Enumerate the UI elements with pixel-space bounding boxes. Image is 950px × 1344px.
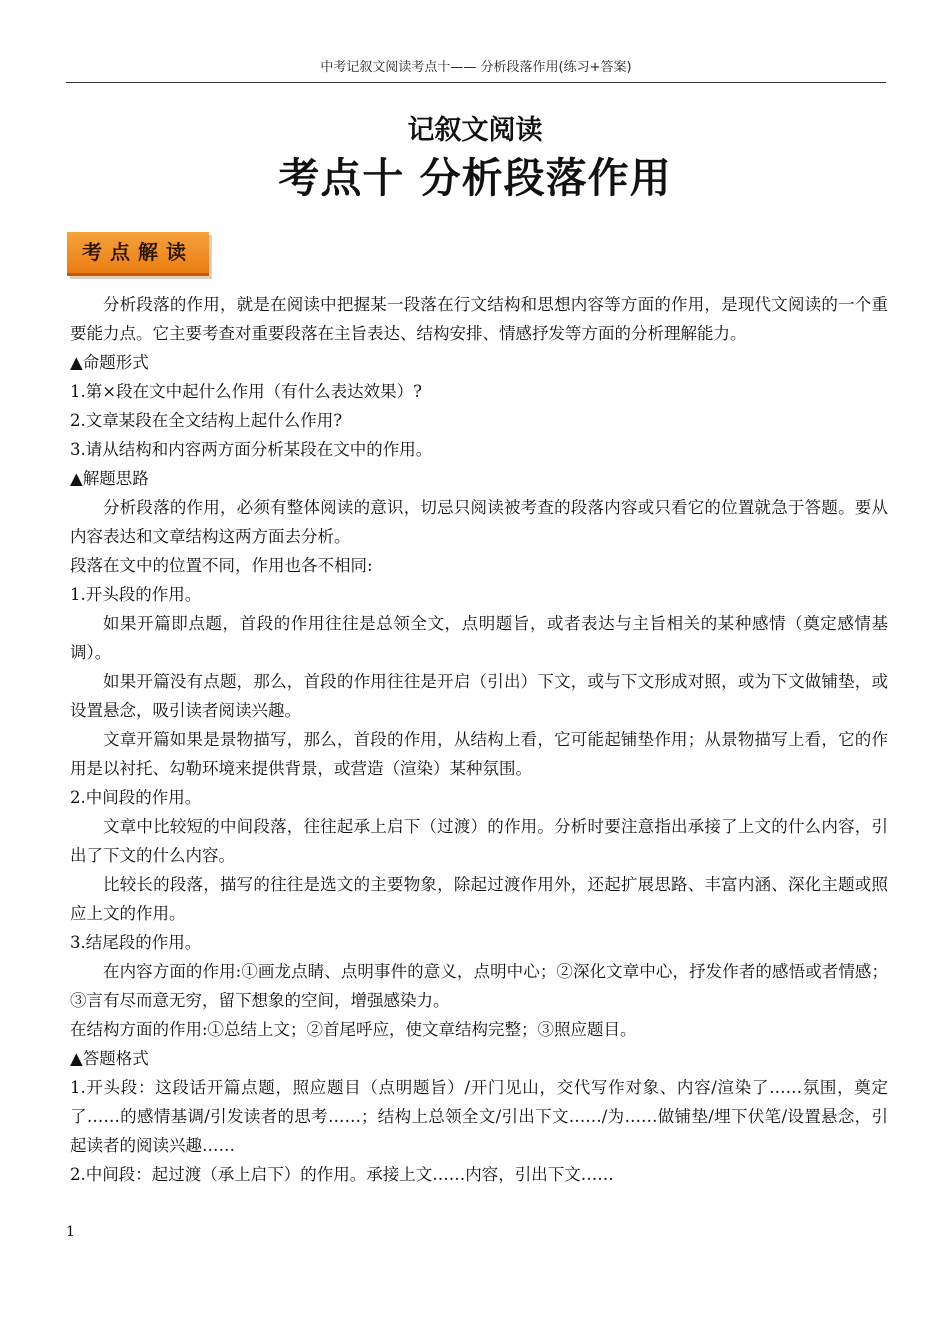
paragraph: 如果开篇即点题，首段的作用往往是总领全文，点明题旨，或者表达与主旨相关的某种感情（奠定感情基调）。 [70, 614, 888, 662]
list-item: 2.文章某段在全文结构上起什么作用? [70, 411, 343, 430]
heading-solving-approach: ▲解题思路 [70, 469, 149, 488]
heading-answer-format: ▲答题格式 [70, 1049, 149, 1068]
paragraph: 在内容方面的作用:①画龙点睛、点明事件的意义，点明中心；②深化文章中心，抒发作者的感悟或者情感；③言有尽而意无穷，留下想象的空间，增强感染力。 [70, 962, 888, 1010]
intro-paragraph: 分析段落的作用，就是在阅读中把握某一段落在行文结构和思想内容等方面的作用，是现代文阅读的一个重要能力点。它主要考查对重要段落在主旨表达、结构安排、情感抒发等方面的分析理解能力。 [70, 295, 888, 343]
list-item: 1.开头段：这段话开篇点题，照应题目（点明题旨）/开门见山，交代写作对象、内容/渲染了……氛围，奠定了……的感情基调/引发读者的思考……；结构上总领全文/引出下文……/为……做铺垫/埋下伏笔/设置悬念，引起读者的阅读兴趣…… [70, 1078, 888, 1155]
paragraph: 在结构方面的作用:①总结上文；②首尾呼应，使文章结构完整；③照应题目。 [70, 1020, 637, 1039]
list-item: 1.第×段在文中起什么作用（有什么表达效果）? [70, 382, 422, 401]
page-number: 1 [66, 1224, 75, 1240]
header-divider [66, 82, 886, 83]
page-header: 中考记叙文阅读考点十—— 分析段落作用(练习+答案) [320, 60, 632, 75]
body-content [70, 290, 888, 1189]
heading-question-forms: ▲命题形式 [70, 353, 149, 372]
paragraph: 分析段落的作用，必须有整体阅读的意识，切忌只阅读被考查的段落内容或只看它的位置就急于答题。要从内容表达和文章结构这两方面去分析。 [70, 498, 888, 546]
section-badge: 考点解读 [67, 232, 209, 276]
document-title: 考点十 分析段落作用 [278, 154, 672, 202]
subheading-opening: 1.开头段的作用。 [70, 585, 202, 604]
subheading-ending: 3.结尾段的作用。 [70, 933, 202, 952]
paragraph: 文章开篇如果是景物描写，那么，首段的作用，从结构上看，它可能起铺垫作用；从景物描写上看，它的作用是以衬托、勾勒环境来提供背景，或营造（渲染）某种氛围。 [70, 730, 888, 778]
paragraph: 比较长的段落，描写的往往是选文的主要物象，除起过渡作用外，还起扩展思路、丰富内涵、深化主题或照应上文的作用。 [70, 875, 888, 923]
subheading-middle: 2.中间段的作用。 [70, 788, 202, 807]
list-item: 3.请从结构和内容两方面分析某段在文中的作用。 [70, 440, 433, 459]
paragraph: 如果开篇没有点题，那么，首段的作用往往是开启（引出）下文，或与下文形成对照，或为下文做铺垫，或设置悬念，吸引读者阅读兴趣。 [70, 672, 888, 720]
list-item: 2.中间段：起过渡（承上启下）的作用。承接上文……内容，引出下文…… [70, 1165, 614, 1184]
paragraph: 段落在文中的位置不同，作用也各不相同: [70, 556, 373, 575]
document-subtitle: 记叙文阅读 [407, 115, 543, 146]
paragraph: 文章中比较短的中间段落，往往起承上启下（过渡）的作用。分析时要注意指出承接了上文的什么内容，引出了下文的什么内容。 [70, 817, 888, 865]
